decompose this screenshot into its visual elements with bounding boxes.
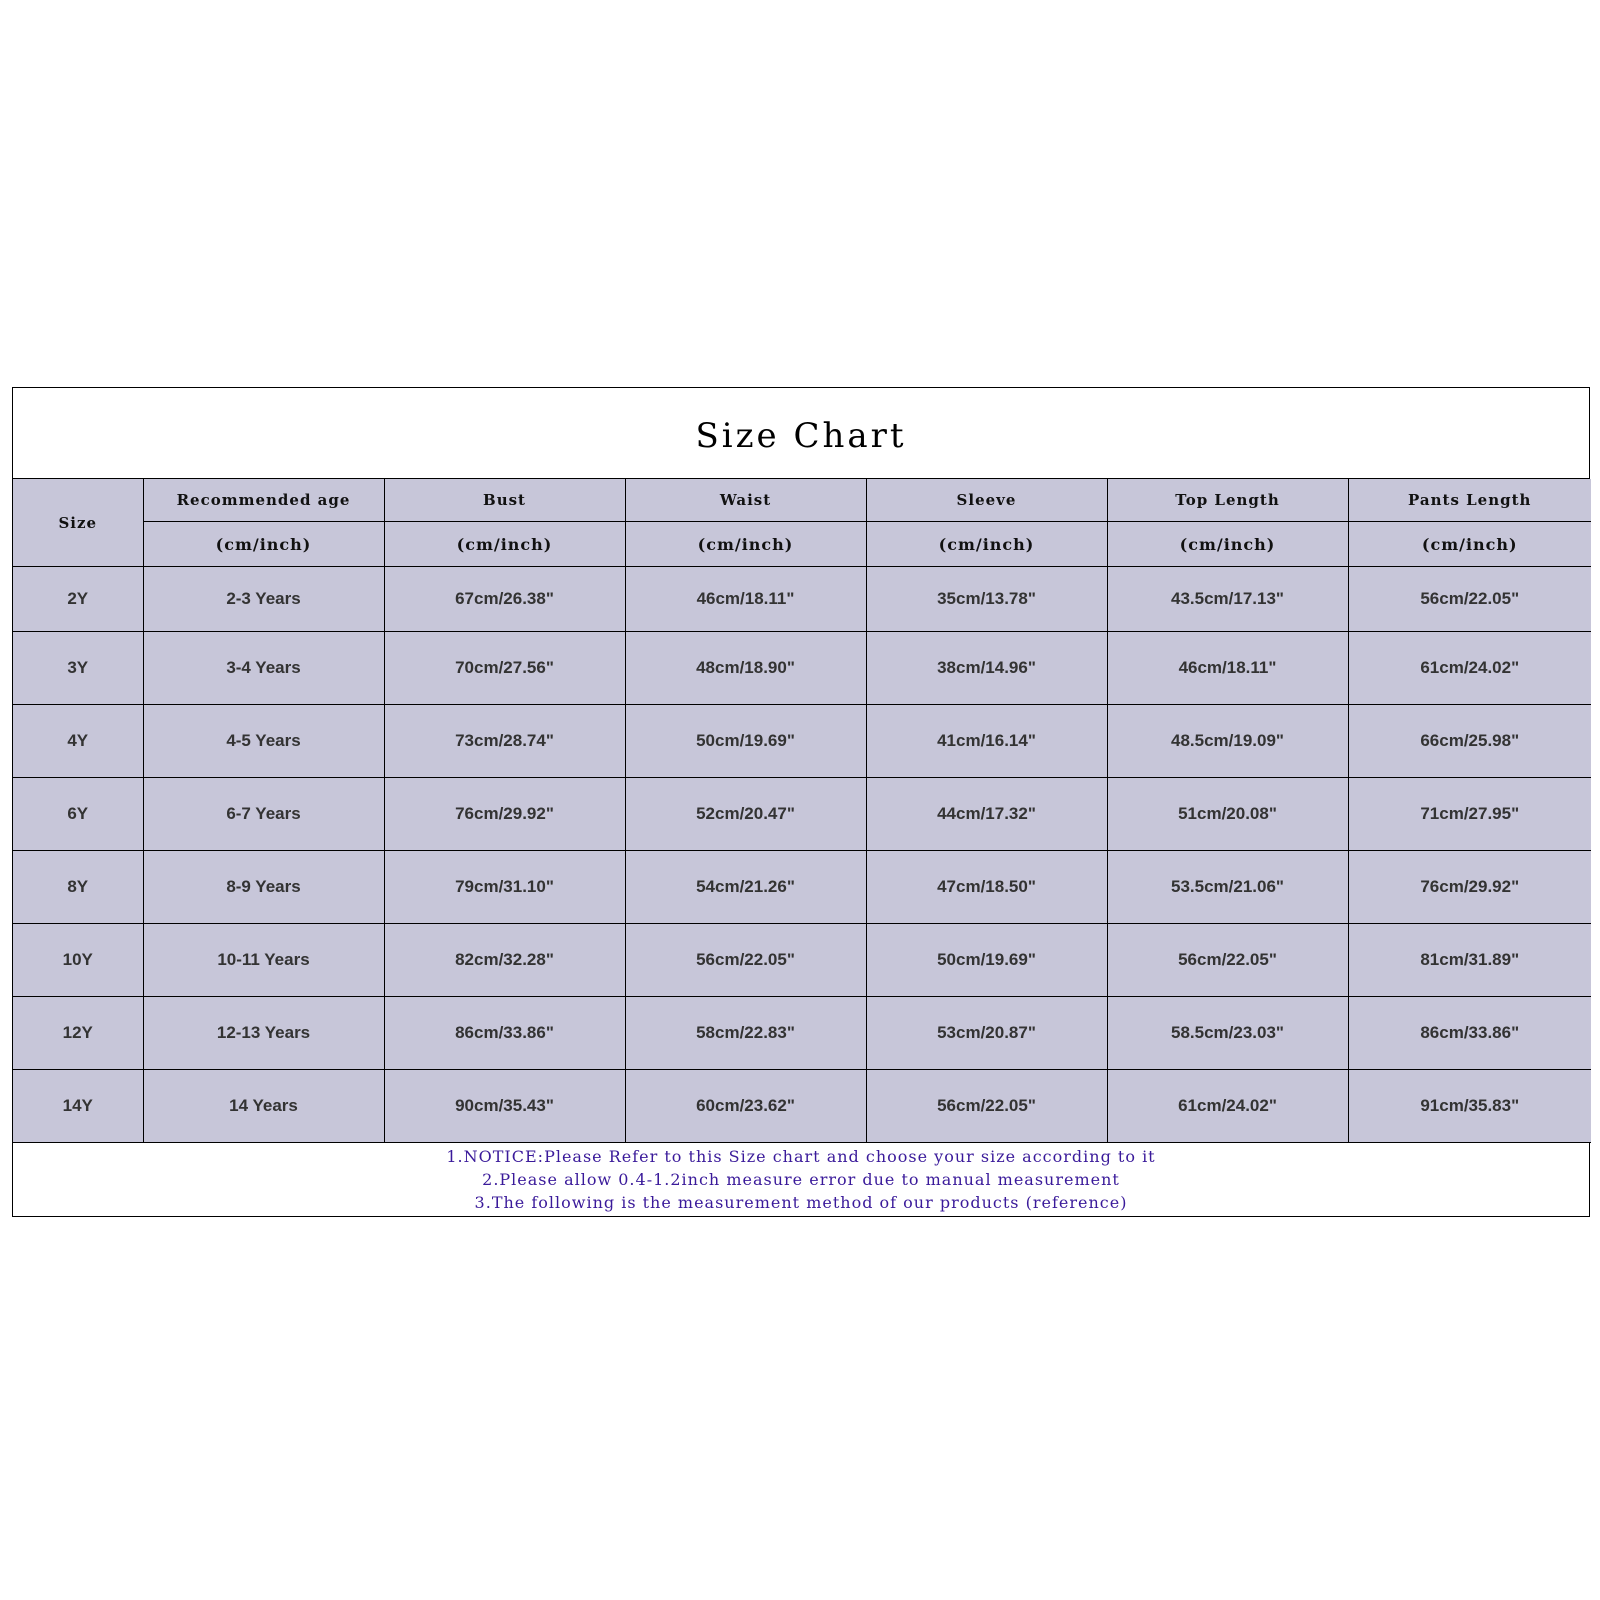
cell-age: 6-7 Years — [143, 778, 384, 851]
header-bust: Bust — [384, 479, 625, 522]
cell-size: 14Y — [13, 1070, 143, 1143]
note-line: 1.NOTICE:Please Refer to this Size chart and choose your size according to it — [446, 1147, 1156, 1166]
unit-label: (cm/inch) — [384, 522, 625, 567]
header-top-length: Top Length — [1107, 479, 1348, 522]
cell-size: 8Y — [13, 851, 143, 924]
cell-top-length: 48.5cm/19.09" — [1107, 705, 1348, 778]
cell-bust: 90cm/35.43" — [384, 1070, 625, 1143]
cell-bust: 73cm/28.74" — [384, 705, 625, 778]
header-sleeve: Sleeve — [866, 479, 1107, 522]
cell-waist: 56cm/22.05" — [625, 924, 866, 997]
table-row — [13, 632, 1591, 705]
cell-bust: 82cm/32.28" — [384, 924, 625, 997]
cell-bust: 79cm/31.10" — [384, 851, 625, 924]
header-pants-length: Pants Length — [1348, 479, 1591, 522]
table-row — [13, 1070, 1591, 1143]
cell-size: 4Y — [13, 705, 143, 778]
unit-label: (cm/inch) — [1348, 522, 1591, 567]
table-row — [13, 997, 1591, 1070]
cell-size: 10Y — [13, 924, 143, 997]
table-header — [13, 479, 1591, 567]
cell-bust: 76cm/29.92" — [384, 778, 625, 851]
cell-waist: 58cm/22.83" — [625, 997, 866, 1070]
cell-top-length: 58.5cm/23.03" — [1107, 997, 1348, 1070]
cell-waist: 46cm/18.11" — [625, 567, 866, 632]
cell-sleeve: 38cm/14.96" — [866, 632, 1107, 705]
unit-label: (cm/inch) — [1107, 522, 1348, 567]
cell-age: 14 Years — [143, 1070, 384, 1143]
note-line: 2.Please allow 0.4-1.2inch measure error due to manual measurement — [482, 1170, 1120, 1189]
cell-top-length: 46cm/18.11" — [1107, 632, 1348, 705]
cell-size: 6Y — [13, 778, 143, 851]
unit-label: (cm/inch) — [625, 522, 866, 567]
unit-label: (cm/inch) — [866, 522, 1107, 567]
header-row-units — [13, 522, 1591, 567]
cell-waist: 54cm/21.26" — [625, 851, 866, 924]
notes — [13, 1143, 1589, 1214]
cell-sleeve: 56cm/22.05" — [866, 1070, 1107, 1143]
cell-age: 8-9 Years — [143, 851, 384, 924]
size-table — [13, 479, 1591, 1143]
cell-pants-length: 71cm/27.95" — [1348, 778, 1591, 851]
cell-size: 3Y — [13, 632, 143, 705]
header-waist: Waist — [625, 479, 866, 522]
header-size: Size — [13, 479, 143, 567]
table-body — [13, 567, 1591, 1143]
table-row — [13, 851, 1591, 924]
cell-pants-length: 81cm/31.89" — [1348, 924, 1591, 997]
cell-waist: 52cm/20.47" — [625, 778, 866, 851]
cell-sleeve: 44cm/17.32" — [866, 778, 1107, 851]
cell-size: 2Y — [13, 567, 143, 632]
header-row-labels — [13, 479, 1591, 522]
cell-waist: 60cm/23.62" — [625, 1070, 866, 1143]
cell-age: 4-5 Years — [143, 705, 384, 778]
cell-top-length: 53.5cm/21.06" — [1107, 851, 1348, 924]
cell-pants-length: 91cm/35.83" — [1348, 1070, 1591, 1143]
cell-top-length: 51cm/20.08" — [1107, 778, 1348, 851]
cell-top-length: 61cm/24.02" — [1107, 1070, 1348, 1143]
table-row — [13, 705, 1591, 778]
cell-waist: 50cm/19.69" — [625, 705, 866, 778]
cell-age: 12-13 Years — [143, 997, 384, 1070]
table-row — [13, 778, 1591, 851]
header-recommended-age: Recommended age — [143, 479, 384, 522]
cell-top-length: 43.5cm/17.13" — [1107, 567, 1348, 632]
table-row — [13, 567, 1591, 632]
cell-bust: 67cm/26.38" — [384, 567, 625, 632]
size-chart — [12, 387, 1590, 1217]
cell-pants-length: 66cm/25.98" — [1348, 705, 1591, 778]
table-row — [13, 924, 1591, 997]
cell-size: 12Y — [13, 997, 143, 1070]
chart-title: Size Chart — [13, 388, 1589, 479]
cell-sleeve: 50cm/19.69" — [866, 924, 1107, 997]
cell-age: 2-3 Years — [143, 567, 384, 632]
note-line: 3.The following is the measurement method of our products (reference) — [474, 1193, 1128, 1212]
cell-sleeve: 47cm/18.50" — [866, 851, 1107, 924]
cell-waist: 48cm/18.90" — [625, 632, 866, 705]
cell-sleeve: 41cm/16.14" — [866, 705, 1107, 778]
cell-pants-length: 86cm/33.86" — [1348, 997, 1591, 1070]
unit-label: (cm/inch) — [143, 522, 384, 567]
cell-bust: 70cm/27.56" — [384, 632, 625, 705]
cell-sleeve: 35cm/13.78" — [866, 567, 1107, 632]
cell-pants-length: 76cm/29.92" — [1348, 851, 1591, 924]
cell-age: 3-4 Years — [143, 632, 384, 705]
cell-age: 10-11 Years — [143, 924, 384, 997]
cell-pants-length: 56cm/22.05" — [1348, 567, 1591, 632]
cell-sleeve: 53cm/20.87" — [866, 997, 1107, 1070]
cell-top-length: 56cm/22.05" — [1107, 924, 1348, 997]
cell-bust: 86cm/33.86" — [384, 997, 625, 1070]
cell-pants-length: 61cm/24.02" — [1348, 632, 1591, 705]
